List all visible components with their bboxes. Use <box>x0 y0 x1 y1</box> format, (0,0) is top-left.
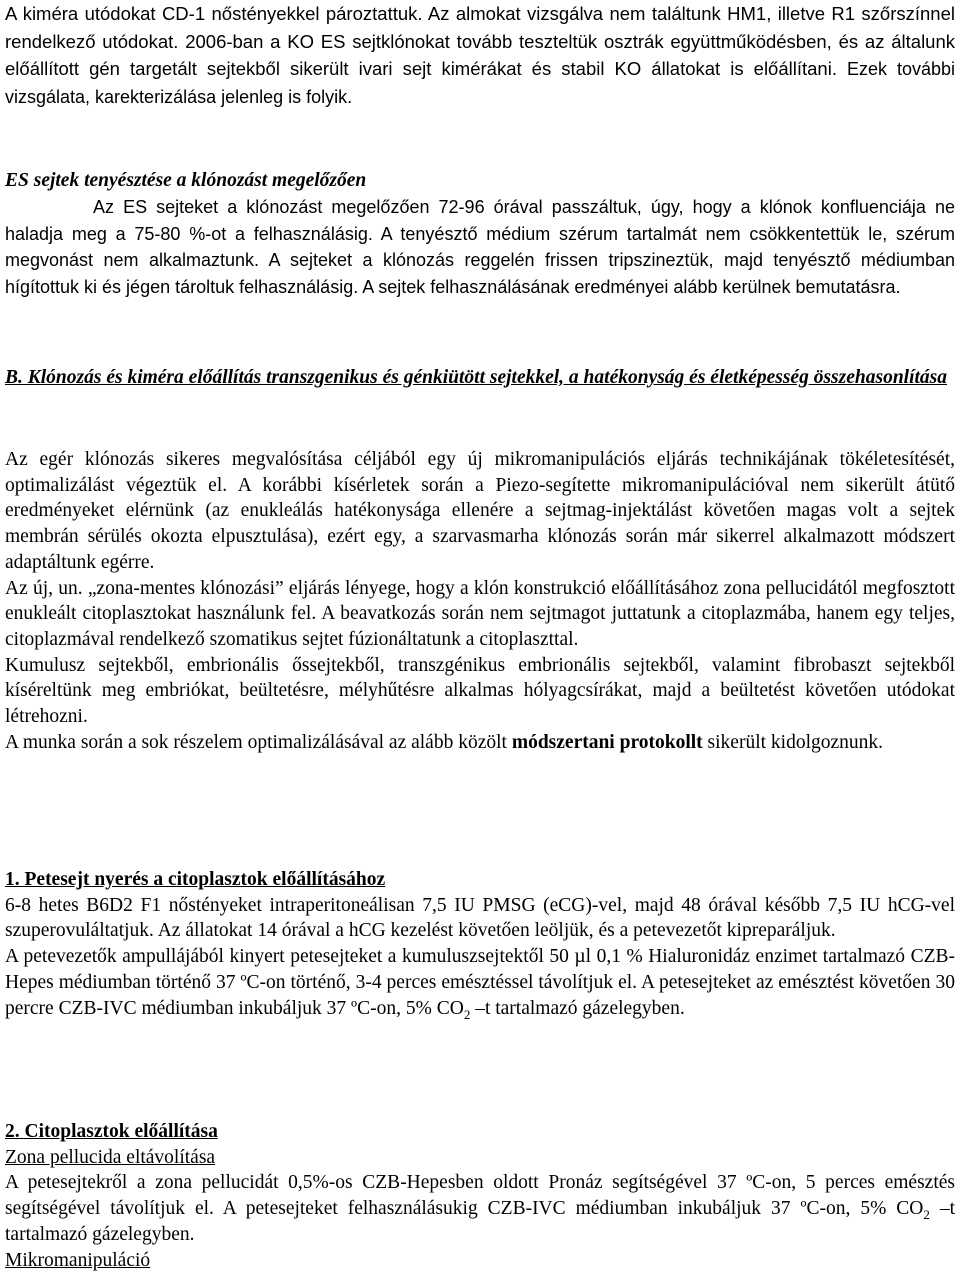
step-1-heading: 1. Petesejt nyerés a citoplasztok előállításához <box>5 869 386 890</box>
intro-sentence-2: 2006-ban a KO ES sejtklónokat tovább teszteltük osztrák együttműködésben, és az általunk előállított gén targetált sejtekből sikerült ivari sejt kimérákat és stabil KO állatokat is előállítani. <box>5 30 956 79</box>
es-sentence-1: Az ES sejteket a klónozást megelőzően 72-96 órával passzáltuk, úgy, hogy a klónok konfluenciája ne haladja meg a 75-80 %-ot a felhasználásig. <box>5 197 955 244</box>
micromanipulation-subheading: Mikromanipuláció <box>5 1249 151 1271</box>
step-1-section <box>5 867 955 1021</box>
step-1-paragraph-2: A petevezetők ampullájából kinyert petesejteket a kumuluszsejtektől 50 µl 0,1 % Hialuronidáz enzimet tartalmazó CZB-Hepes médiumban történő 37 ºC-on történő, 3-4 perces emésztéssel távolítjuk el. A petesejteket az emésztést követően 30 percre CZB-IVC médiumban inkubáljuk 37 ºC-on, 5% $CO_2$ –t tartalmazó gázelegyben. <box>5 946 955 1022</box>
step-2-heading: 2. Citoplasztok előállítása <box>5 1121 218 1142</box>
method-protocol-emphasis: módszertani protokollt <box>511 731 703 753</box>
es-sentence-4: A sejtek felhasználásának eredményei alább kerülnek bemutatásra. <box>362 276 901 297</box>
es-section <box>5 167 955 300</box>
es-sentence-2: A tenyésztő médium szérum tartalmát nem csökkentettük le, szérum megvonást nem alkalmaztunk. <box>5 223 955 270</box>
intro-sentence-1: A kiméra utódokat CD-1 nőstényekkel pároztattuk. Az almokat vizsgálva nem találtunk HM1, illetve R1 szőrszínnel rendelkező utódokat. <box>5 3 955 52</box>
co2-subscript: 2 <box>923 1207 930 1222</box>
section-b-paragraph-4: A munka során a sok részelem optimalizálásával az alább közölt módszertani protokollt sikerült kidolgoznunk. <box>5 731 884 753</box>
intro-paragraph <box>5 0 955 110</box>
es-sentence-3: A sejteket a klónozás reggelén frissen tripszineztük, majd tenyésztő médiumban hígítottuk ki és jégen tároltuk felhasználásig. <box>5 250 955 297</box>
section-b-heading: B. Klónozás és kiméra előállítás transzgenikus és génkiütött sejtekkel, a hatékonyság és életképesség összehasonlítása <box>5 367 948 388</box>
step-2-section <box>5 1119 955 1273</box>
section-b-paragraph-1: Az egér klónozás sikeres megvalósítása céljából egy új mikromanipulációs eljárás technikájának tökéletesítését, optimalizálást végeztük el. A korábbi kísérletek során a Piezo-segítette mikromanipulációval nem sikerült átütő eredményeket elérnünk (az enukleálás hatékonysága ellenére a sejtmag-injektálást követően magas volt a sejtek membrán sérülés okozta elpusztulása), ezért egy, a szarvasmarha klónozás során már sikerrel alkalmazott módszert adaptáltunk egérre. <box>5 449 955 573</box>
co2-subscript: 2 <box>463 1006 471 1022</box>
es-heading: ES sejtek tenyésztése a klónozást megelőzően <box>5 170 367 191</box>
step-2-paragraph-1: A petesejtekről a zona pellucidát 0,5%-os CZB-Hepesben oldott Pronáz segítségével 37 ºC-on, 5 perces emésztés segítségével távolítjuk el. A petesejteket felhasználásukig CZB-IVC médiumban inkubáljuk 37 ºC-on, 5% $CO_2$ –t tartalmazó gázelegyben. <box>5 1172 955 1245</box>
section-b-heading-block <box>5 364 955 391</box>
intro-sentence-3: Ezek további vizsgálata, karekterizálása jelenleg is folyik. <box>5 59 956 107</box>
es-paragraph <box>5 194 955 300</box>
zona-pellucida-subheading: Zona pellucida eltávolítása <box>5 1146 216 1168</box>
step-1-paragraph-1: 6-8 hetes B6D2 F1 nőstényeket intraperitoneálisan 7,5 IU PMSG (eCG)-vel, majd 48 órával később 7,5 IU hCG-vel szuperovuláltatjuk. Az állatokat 14 órával a hCG kezelést követően leöljük, és a petevezetőt kipreparáljuk. <box>5 894 955 942</box>
section-b-body <box>5 447 955 755</box>
section-b-paragraph-3: Kumulusz sejtekből, embrionális őssejtekből, transzgénikus embrionális sejtekből, valamint fibrobaszt sejtekből kíséreltünk meg embriókat, beültetésre, mélyhűtésre alkalmas hólyagcsírákat, majd a beültetést követően utódokat létrehozni. <box>5 654 955 728</box>
section-b-paragraph-2: Az új, un. „zona-mentes klónozási” eljárás lényege, hogy a klón konstrukció előállításához zona pellucidától megfosztott enukleált citoplasztokat használunk fel. A beavatkozás során nem sejtmagot juttatunk a citoplazmába, hanem egy teljes, citoplazmával rendelkező szomatikus sejtet fúzionáltatunk a citoplaszttal. <box>5 577 955 650</box>
